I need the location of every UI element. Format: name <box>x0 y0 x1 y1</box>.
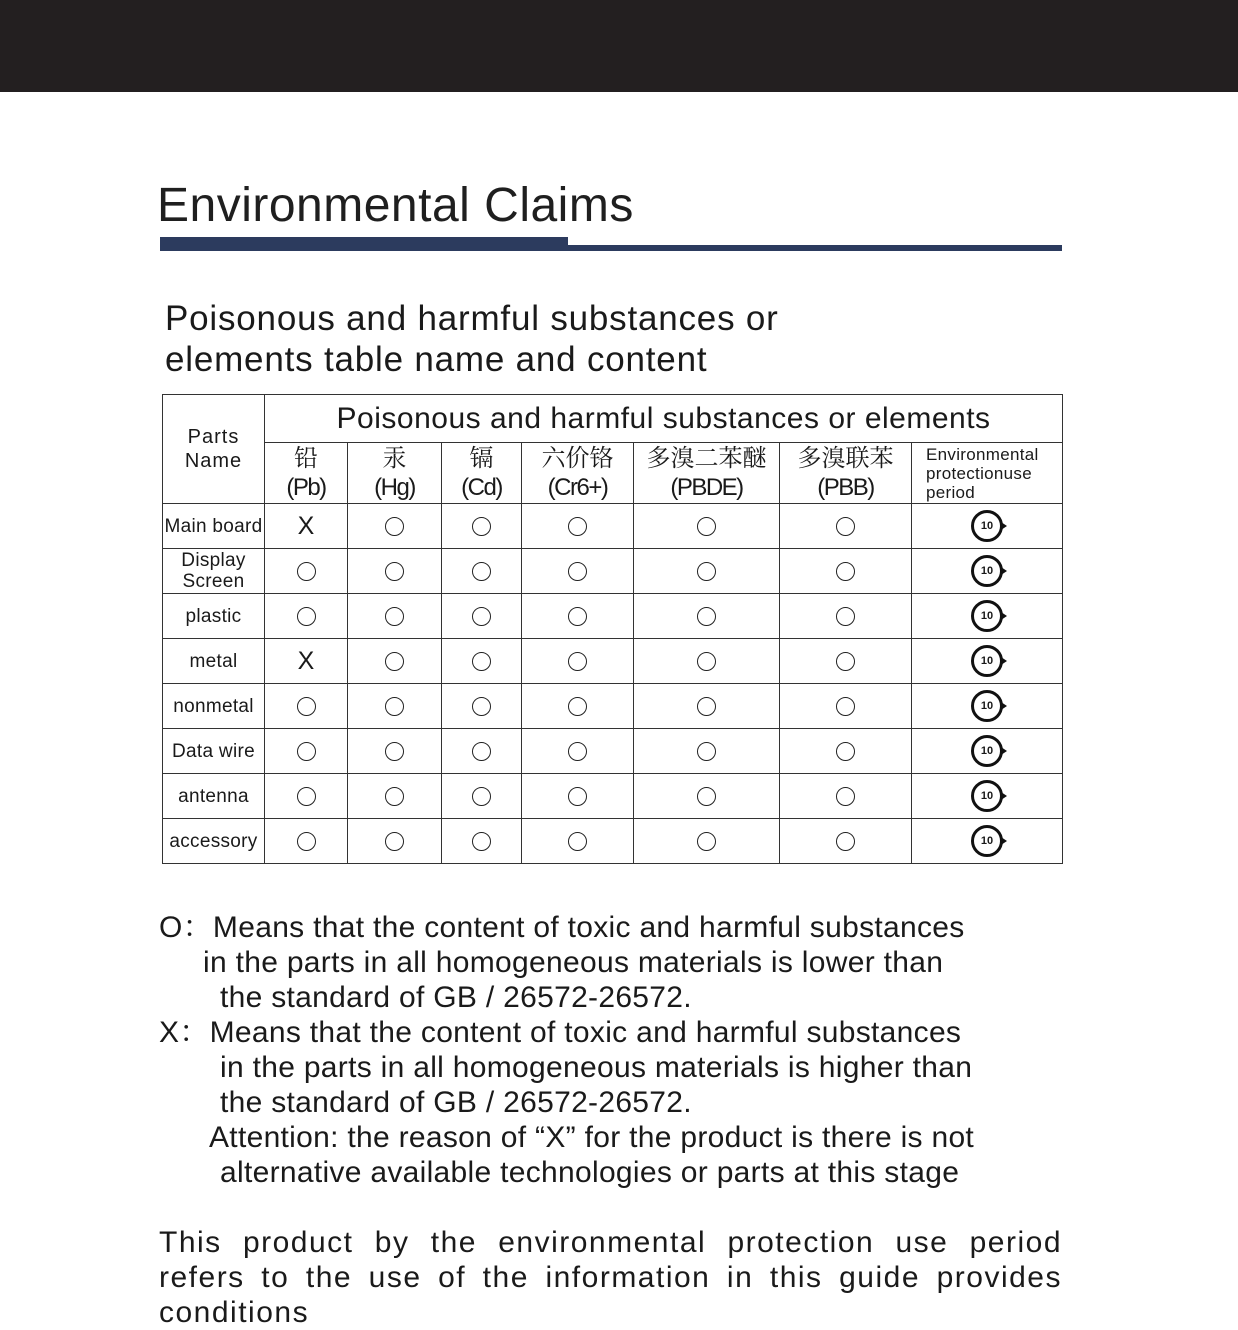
part-name: Main board <box>163 504 265 549</box>
substance-cell <box>634 549 780 594</box>
substance-header <box>634 443 780 504</box>
substance-cell <box>780 774 912 819</box>
substances-group-header: Poisonous and harmful substances or elements <box>265 395 1063 443</box>
circle-mark-icon <box>836 517 855 536</box>
circle-mark-icon <box>836 652 855 671</box>
circle-mark-icon <box>568 697 587 716</box>
substance-cell <box>442 819 522 864</box>
circle-mark-icon <box>836 607 855 626</box>
circle-mark-icon <box>472 697 491 716</box>
circle-mark-icon <box>472 742 491 761</box>
substance-cell <box>348 819 442 864</box>
substance-cell <box>634 774 780 819</box>
substance-symbol: (PBB) <box>817 474 874 501</box>
substance-cell <box>442 549 522 594</box>
circle-mark-icon <box>568 832 587 851</box>
circle-mark-icon <box>568 652 587 671</box>
legend-o-line1: O：Means that the content of toxic and harmful substances <box>159 911 965 944</box>
substance-cell <box>348 639 442 684</box>
substance-symbol: (Cr6+) <box>547 474 608 501</box>
part-name: metal <box>163 639 265 684</box>
table-caption <box>165 298 779 380</box>
substance-cell <box>265 639 348 684</box>
x-mark: X <box>297 646 315 675</box>
substance-cell <box>522 774 634 819</box>
substance-cell <box>348 549 442 594</box>
env-period-10-icon: 10 <box>971 555 1003 587</box>
circle-mark-icon <box>472 652 491 671</box>
substance-header <box>780 443 912 504</box>
substance-cell <box>522 639 634 684</box>
substance-cell <box>522 819 634 864</box>
substance-header <box>522 443 634 504</box>
substance-header <box>442 443 522 504</box>
x-mark: X <box>297 511 315 540</box>
table-caption-line1: Poisonous and harmful substances or <box>165 299 779 338</box>
substances-table <box>162 394 1063 864</box>
substance-cell <box>634 639 780 684</box>
substance-chinese-name: 镉 <box>469 444 494 472</box>
table-row <box>163 684 1063 729</box>
circle-mark-icon <box>297 742 316 761</box>
env-period-header: Environmental protectionuse period <box>912 443 1063 504</box>
table-row <box>163 594 1063 639</box>
substance-cell <box>442 684 522 729</box>
substance-cell <box>442 729 522 774</box>
substance-cell <box>442 594 522 639</box>
substance-cell <box>265 729 348 774</box>
substance-cell <box>780 639 912 684</box>
substance-cell <box>348 594 442 639</box>
env-period-10-icon: 10 <box>971 690 1003 722</box>
circle-mark-icon <box>568 742 587 761</box>
substance-cell <box>442 504 522 549</box>
circle-mark-icon <box>568 607 587 626</box>
circle-mark-icon <box>385 562 404 581</box>
circle-mark-icon <box>385 652 404 671</box>
circle-mark-icon <box>472 517 491 536</box>
substance-cell <box>348 684 442 729</box>
circle-mark-icon <box>385 517 404 536</box>
circle-mark-icon <box>472 787 491 806</box>
substance-cell <box>265 684 348 729</box>
env-period-cell <box>912 774 1063 819</box>
substance-cell <box>634 594 780 639</box>
page-title: Environmental Claims <box>157 179 634 232</box>
substance-cell <box>522 504 634 549</box>
circle-mark-icon <box>385 832 404 851</box>
substance-cell <box>634 684 780 729</box>
circle-mark-icon <box>385 742 404 761</box>
substance-header <box>265 443 348 504</box>
footer-note: This product by the environmental protection use period refers to the use of the information in this guide provides conditions <box>159 1226 1062 1329</box>
circle-mark-icon <box>697 832 716 851</box>
substance-chinese-name: 汞 <box>382 444 407 472</box>
substance-symbol: (Pb) <box>286 474 326 501</box>
substance-cell <box>780 549 912 594</box>
legend-x-line3: the standard of GB / 26572-26572. <box>220 1086 692 1119</box>
env-period-10-icon: 10 <box>971 645 1003 677</box>
substance-cell <box>522 549 634 594</box>
part-name: plastic <box>163 594 265 639</box>
env-period-cell <box>912 594 1063 639</box>
circle-mark-icon <box>836 562 855 581</box>
legend-attention-line2: alternative available technologies or parts at this stage <box>220 1156 960 1189</box>
circle-mark-icon <box>385 607 404 626</box>
circle-mark-icon <box>697 517 716 536</box>
substance-cell <box>265 504 348 549</box>
circle-mark-icon <box>697 697 716 716</box>
circle-mark-icon <box>472 607 491 626</box>
part-name: Display Screen <box>163 549 265 594</box>
env-period-10-icon: 10 <box>971 600 1003 632</box>
circle-mark-icon <box>836 742 855 761</box>
top-bar <box>0 0 1238 92</box>
substance-chinese-name: 六价铬 <box>541 444 614 472</box>
substance-cell <box>780 819 912 864</box>
substance-chinese-name: 多溴二苯醚 <box>646 444 767 472</box>
substance-cell <box>442 639 522 684</box>
circle-mark-icon <box>568 517 587 536</box>
legend-attention-line1: Attention: the reason of “X” for the product is there is not <box>209 1121 975 1154</box>
part-name: antenna <box>163 774 265 819</box>
substance-cell <box>348 729 442 774</box>
env-period-cell <box>912 549 1063 594</box>
env-period-cell <box>912 819 1063 864</box>
substance-cell <box>634 819 780 864</box>
substance-cell <box>522 594 634 639</box>
circle-mark-icon <box>568 562 587 581</box>
table-row <box>163 774 1063 819</box>
circle-mark-icon <box>697 562 716 581</box>
substance-chinese-name: 多溴联苯 <box>797 444 894 472</box>
substance-cell <box>265 594 348 639</box>
table-row <box>163 549 1063 594</box>
circle-mark-icon <box>385 787 404 806</box>
env-period-10-icon: 10 <box>971 735 1003 767</box>
substance-header <box>348 443 442 504</box>
env-period-cell <box>912 504 1063 549</box>
substance-symbol: (Cd) <box>461 474 502 501</box>
circle-mark-icon <box>297 607 316 626</box>
circle-mark-icon <box>568 787 587 806</box>
circle-mark-icon <box>697 652 716 671</box>
env-period-10-icon: 10 <box>971 510 1003 542</box>
substance-chinese-name: 铅 <box>294 444 318 472</box>
circle-mark-icon <box>297 697 316 716</box>
substance-cell <box>522 729 634 774</box>
circle-mark-icon <box>472 832 491 851</box>
substance-cell <box>780 594 912 639</box>
substance-cell <box>634 504 780 549</box>
substance-cell <box>780 504 912 549</box>
substance-cell <box>265 819 348 864</box>
circle-mark-icon <box>697 607 716 626</box>
env-period-cell <box>912 729 1063 774</box>
circle-mark-icon <box>297 832 316 851</box>
part-name: accessory <box>163 819 265 864</box>
legend <box>159 910 1079 1190</box>
substance-cell <box>522 684 634 729</box>
circle-mark-icon <box>836 697 855 716</box>
circle-mark-icon <box>472 562 491 581</box>
part-name: nonmetal <box>163 684 265 729</box>
table-row <box>163 819 1063 864</box>
table-row <box>163 729 1063 774</box>
substance-cell <box>265 549 348 594</box>
circle-mark-icon <box>697 787 716 806</box>
env-period-cell <box>912 639 1063 684</box>
part-name: Data wire <box>163 729 265 774</box>
parts-name-header: Parts Name <box>163 395 265 504</box>
substance-cell <box>780 729 912 774</box>
circle-mark-icon <box>697 742 716 761</box>
legend-o-line2: in the parts in all homogeneous materials is lower than <box>203 946 944 979</box>
env-period-cell <box>912 684 1063 729</box>
circle-mark-icon <box>297 787 316 806</box>
legend-x-line2: in the parts in all homogeneous materials is higher than <box>220 1051 973 1084</box>
env-period-10-icon: 10 <box>971 825 1003 857</box>
substance-symbol: (Hg) <box>374 474 415 501</box>
substance-symbol: (PBDE) <box>670 474 743 501</box>
substance-cell <box>265 774 348 819</box>
circle-mark-icon <box>385 697 404 716</box>
circle-mark-icon <box>836 832 855 851</box>
substance-cell <box>348 774 442 819</box>
substance-cell <box>348 504 442 549</box>
circle-mark-icon <box>297 562 316 581</box>
legend-x-line1: X：Means that the content of toxic and harmful substances <box>159 1016 962 1049</box>
substance-cell <box>780 684 912 729</box>
table-row <box>163 504 1063 549</box>
substance-cell <box>634 729 780 774</box>
table-caption-line2: elements table name and content <box>165 340 708 379</box>
env-period-10-icon: 10 <box>971 780 1003 812</box>
legend-o-line3: the standard of GB / 26572-26572. <box>220 981 692 1014</box>
table-row <box>163 639 1063 684</box>
substance-cell <box>442 774 522 819</box>
title-underline-accent <box>160 237 568 251</box>
circle-mark-icon <box>836 787 855 806</box>
